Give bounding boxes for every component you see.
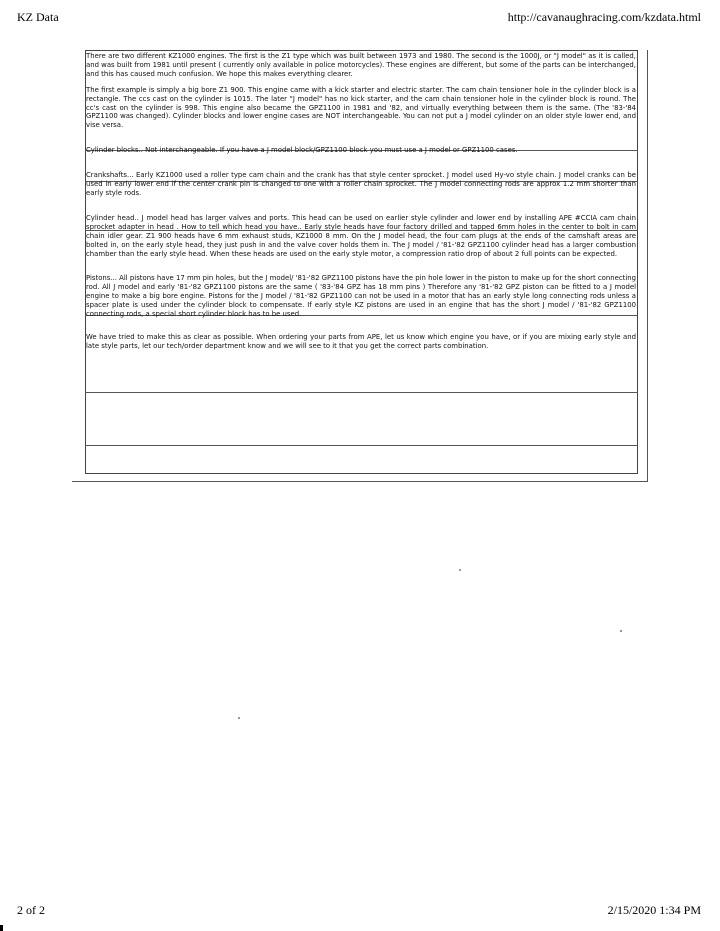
scan-speck [459, 569, 461, 571]
scan-speck [620, 630, 622, 632]
page-title: KZ Data [17, 10, 59, 24]
crankshafts-paragraph: Crankshafts... Early KZ1000 used a roller type cam chain and the crank has that style center sprocket. J model used Hy-vo style chain. J model cranks can be used in early lower end if the center crank pin is changed to one with a roller chain sprocket. The J model connecting rods are approx 1.2 mm shorter than early style rods. [86, 171, 636, 197]
page-number: 2 of 2 [17, 903, 45, 917]
page-url: http://cavanaughracing.com/kzdata.html [507, 10, 701, 24]
cylinder-blocks-paragraph: Cylinder blocks.. Not interchangeable. If you have a J model block/GPZ1100 block you must use a J model or GPZ1100 cases. [86, 146, 518, 155]
intro-paragraph: There are two different KZ1000 engines. The first is the Z1 type which was built between 1973 and 1980. The second is the 1000J, or "J model" as it is called, and was built from 1981 until present ( currently only available in police motorcycles). These engines are different, but some of the parts can be interchanged, and this has caused much confusion. We hope this makes everything clearer. [86, 52, 636, 78]
cylinder-head-paragraph: Cylinder head.. J model head has larger valves and ports. This head can be used on earlier style cylinder and lower end by installing APE #CCIA cam chain sprocket adapter in head . How to tell which head you have.. Early style heads have four factory drilled and tapped 6mm holes in the center to bolt in cam chain idler gear. Z1 900 heads have 6 mm exhaust studs, KZ1000 8 mm. On the J model head, the four cam plugs at the ends of the camshaft areas are bolted in, on the early style head, they just push in and the valve cover holds them in. The J model / '81-'82 GPZ1100 cylinder head has a larger combustion chamber than the early style head. When these heads are used on the early style motor, a compression ratio drop of about 2 full points can be expected. [86, 213, 636, 258]
example-paragraph: The first example is simply a big bore Z1 900. This engine came with a kick starter and electric starter. The cam chain tensioner hole in the cylinder block is a rectangle. The ccs cast on the cylinder is 1015. The later "J model" has no kick starter, and the cam chain tensioner hole in the cylinder block is round. The cc's cast on the cylinder is 998. This engine also became the GPZ1100 in 1981 and '82, and virtually everything between them is the same. (The '83-'84 GPZ1100 was changed). Cylinder blocks and lower engine cases are NOT interchangeable. You can not put a J model cylinder on an older style lower end, and vise versa. [86, 85, 636, 130]
closing-paragraph: We have tried to make this as clear as possible. When ordering your parts from APE, let us know which engine you have, or if you are mixing early style and late style parts, let our tech/order department know and we will see to it that you get the correct parts combination. [86, 332, 636, 350]
pistons-paragraph: Pistons... All pistons have 17 mm pin holes, but the J model/ '81-'82 GPZ1100 pistons have the pin hole lower in the piston to make up for the short connecting rod. All J model and early '81-'82 GPZ1100 pistons are the same ( '83-'84 GPZ has 18 mm pins ) Therefore any '81-'82 GPZ piston can be fitted to a J model engine to make a big bore engine. Pistons for the J model / '81-'82 GPZ1100 can not be used in a motor that has an early style long connecting rods unless a spacer plate is used under the cylinder block to compensate. If early style KZ pistons are used in an engine that has the short J model / '81-'82 GPZ1100 connecting rods, a special short cylinder block has to be used. [86, 274, 636, 319]
article-body [86, 52, 636, 351]
row-divider [85, 392, 638, 393]
edge-mark [0, 925, 3, 931]
print-datetime: 2/15/2020 1:34 PM [607, 903, 701, 917]
row-divider [85, 445, 638, 446]
scan-speck [238, 717, 240, 719]
